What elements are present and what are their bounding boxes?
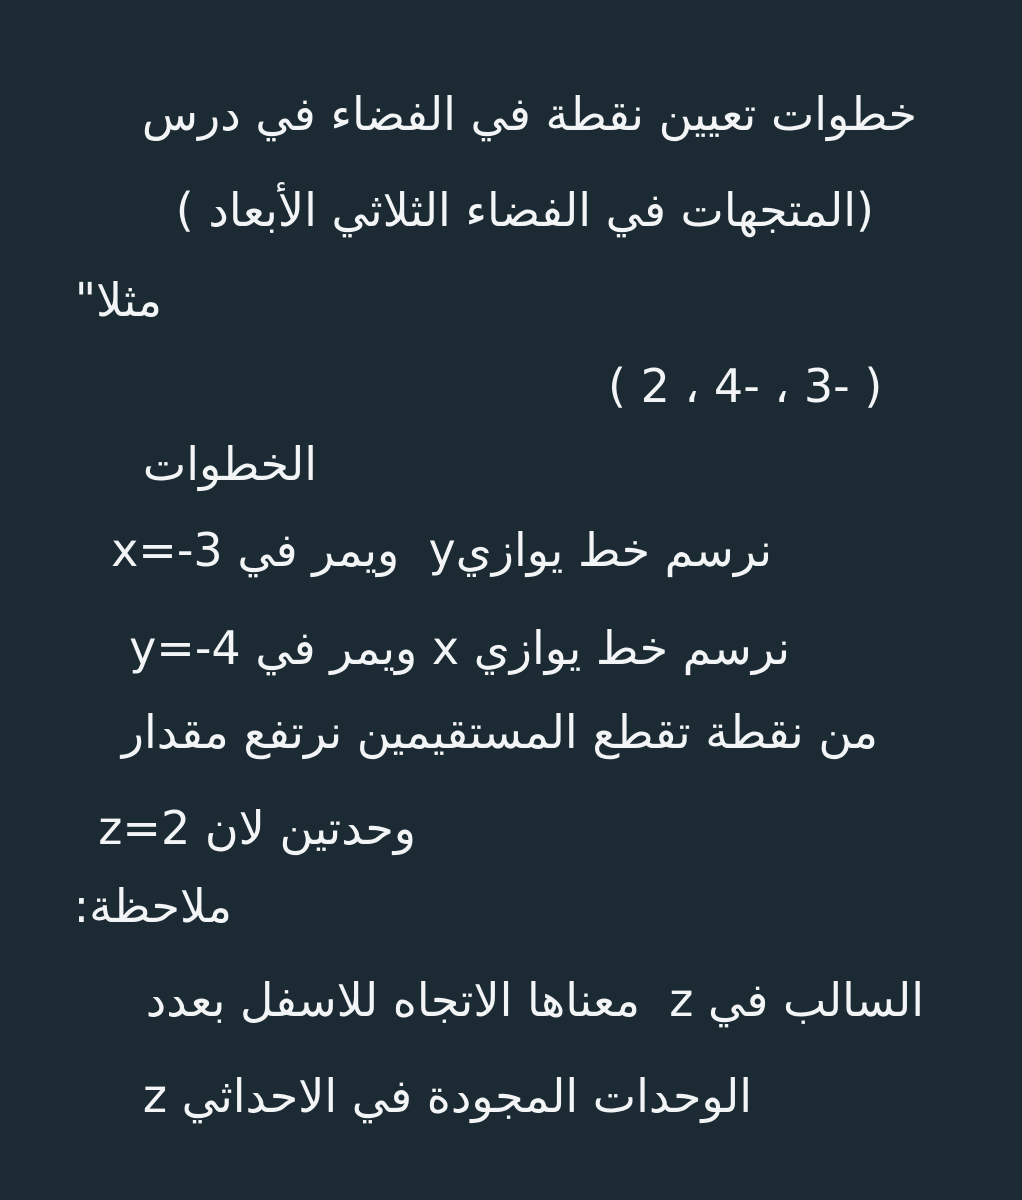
note-line-1: السالب في z معناها الاتجاه للاسفل بعدد [145,973,924,1027]
note-heading: ملاحظة: [73,879,232,933]
note-line-2: الوحدات المجودة في الاحداثي z [142,1069,752,1123]
example-point: ( 2 ، 4- ، 3- ) [608,359,883,413]
step-1: نرسم خط يوازيy ويمر في x=-3 [111,523,772,577]
example-label: مثلا" [74,273,162,327]
step-3: من نقطة تقطع المستقيمين نرتفع مقدار [121,705,878,759]
step-2: نرسم خط يوازي x ويمر في y=-4 [129,621,790,675]
steps-heading: الخطوات [142,437,317,491]
step-4: وحدتين لان z=2 [98,801,416,855]
title-line-2: (المتجهات في الفضاء الثلاثي الأبعاد ) [175,183,874,237]
title-line-1: خطوات تعيين نقطة في الفضاء في درس [141,87,917,141]
